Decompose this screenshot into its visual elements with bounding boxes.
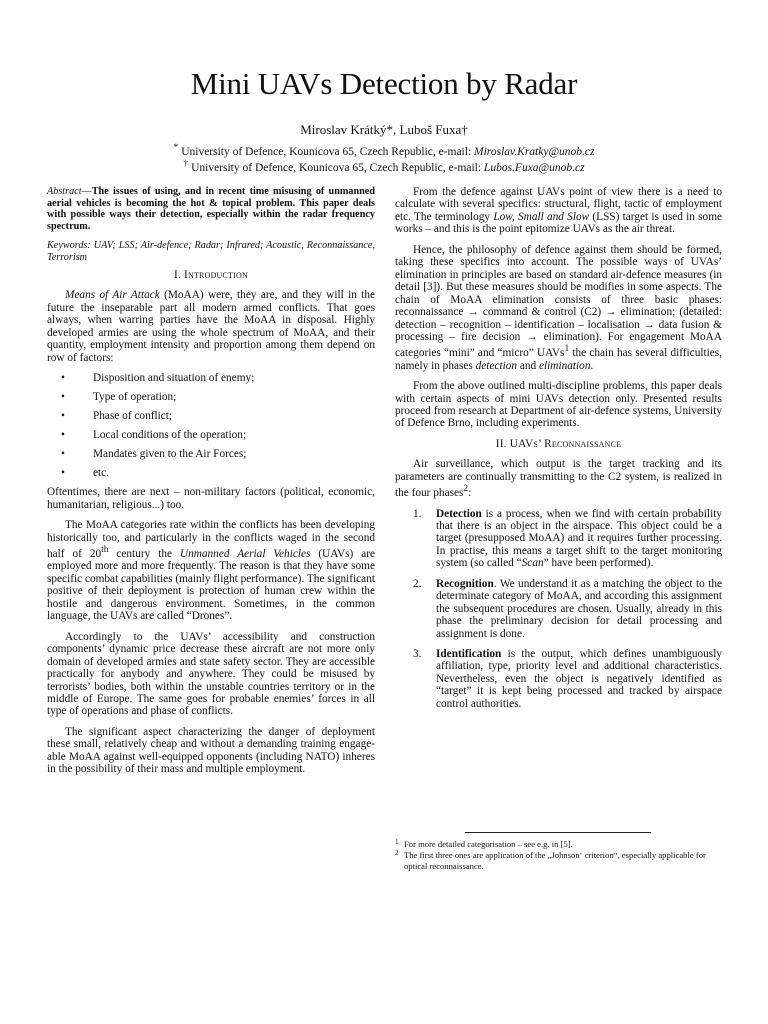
emphasis: Scan bbox=[521, 557, 544, 570]
paragraph: The significant aspect characterizing the danger of deployment these small, relatively cheap and without a demanding training engage-able MoAA against well-equipped opponents (including NATO) inheres in the possibility of their mass and multiple employment. bbox=[47, 725, 375, 776]
list-item: • Phase of conflict; bbox=[47, 410, 375, 422]
list-number: 3. bbox=[413, 648, 422, 661]
footnote-text: The first three ones are application of the „Johnson‘ criterion“, especially applicable for optical reconnaissance. bbox=[404, 850, 706, 871]
footnote-mark: 2 bbox=[395, 849, 399, 857]
paragraph-text: century the bbox=[108, 548, 180, 561]
list-item bbox=[395, 648, 722, 710]
paragraph-text: Hence, the philosophy of defence against them should be formed, taking these specifics into account. The possible ways of UVAs’ elimination in principles are based on standard air-defence measures (in detail [3]). But these measures should be modifies in some aspects. The chain of MoAA elimination consists of three basic phases: reconnaissance → command & control (C2) → elimination; (detailed: detection – recognition – identification – localisation → data fusion & processing – fire decision → elimination). For engagement MoAA categories “mini” and “micro” UAVs bbox=[395, 243, 722, 360]
abstract-label: Abstract bbox=[47, 186, 82, 197]
list-item: • Mandates given to the Air Forces; bbox=[47, 448, 375, 460]
affiliation-text: University of Defence, Kounicova 65, Czech Republic, e-mail: bbox=[188, 161, 484, 174]
abstract-text: The issues of using, and in recent time misusing of unmanned aerial vehicles is becoming the hot & topical problem. This paper deals with possible ways their detection, especially within the radar frequency spectrum. bbox=[47, 186, 375, 232]
phase-list bbox=[395, 508, 722, 711]
footnote-2 bbox=[395, 850, 725, 872]
footnote-text: For more detailed categorisation – see e.g. in [5]. bbox=[404, 839, 573, 849]
affiliation-2 bbox=[0, 157, 768, 175]
factor-list bbox=[47, 372, 375, 480]
phase-term: Recognition bbox=[436, 577, 494, 590]
list-text: is the output, which defines unambiguously affiliation, type, priority level and additional characteristics. Nevertheless, even the object is negatively identified as “target” it is kept being processed and tracked by airspace control authorities. bbox=[436, 648, 722, 710]
left-column bbox=[47, 186, 375, 784]
list-item: • Local conditions of the operation; bbox=[47, 429, 375, 441]
abstract-dash: — bbox=[81, 186, 92, 197]
list-item: • etc. bbox=[47, 467, 375, 479]
right-column bbox=[395, 186, 722, 718]
paragraph-text: (UAVs) are employed more and more frequently. The reason is that they have some specific combat capabilities (mainly flight performance). The significant positive of their deployment is protection of human crew within the hostile and dangerous environment. Sometimes, in the common language, the UAVs are called “Drones”. bbox=[47, 548, 375, 623]
author-line: Miroslav Krátký*, Luboš Fuxa† bbox=[300, 122, 468, 137]
emphasis: Means of Air Attack bbox=[65, 289, 160, 302]
paragraph bbox=[47, 289, 375, 364]
footnote-ref[interactable]: 2 bbox=[463, 484, 469, 495]
paragraph-text: : bbox=[468, 487, 472, 500]
paragraph-text: From the defence against UAVs point of view there is a need to calculate with several specifics: structural, flight, tactic of employment etc. The terminology bbox=[395, 186, 722, 223]
paragraph bbox=[395, 244, 722, 372]
author-email[interactable]: Lubos.Fuxa@unob.cz bbox=[483, 161, 585, 174]
footnote-divider bbox=[465, 832, 651, 833]
paragraph-text: The MoAA categories rate within the conflicts has been developing historically too, and particularly in the conflicts waged in the second half of 20 bbox=[47, 519, 375, 561]
list-text: ” have been performed). bbox=[543, 557, 654, 570]
phase-term: Detection bbox=[436, 507, 482, 520]
paragraph: From the above outlined multi-discipline problems, this paper deals with certain aspects of mini UAVs detection only. Presented results proceed from research at Department of air-defence systems, University of Defence Brno, including experiments. bbox=[395, 380, 722, 430]
list-number: 2. bbox=[413, 577, 422, 590]
list-item: • Disposition and situation of enemy; bbox=[47, 372, 375, 384]
phase-term: Identification bbox=[436, 648, 502, 661]
paragraph-text: and bbox=[517, 359, 540, 372]
list-text: is a process, when we find with certain probability that there is an object in the airspace. This object could be a target (presupposed MoAA) and it requires further processing. In practise, this means a target shift to the target monitoring system (so called “ bbox=[436, 507, 722, 570]
section-heading-introduction: I. Introduction bbox=[174, 269, 248, 281]
emphasis: Unmanned Aerial Vehicles bbox=[179, 548, 311, 561]
paragraph-text: Air surveillance, which output is the target tracking and its parameters are continually transmitting to the C2 system, is realized in the four phases bbox=[395, 458, 722, 500]
paragraph-text: the chain has several difficulties, namely in phases bbox=[395, 347, 722, 372]
author-email[interactable]: Miroslav.Kratky@unob.cz bbox=[474, 145, 595, 158]
paragraph bbox=[395, 186, 722, 236]
list-item bbox=[395, 508, 722, 570]
paragraph-text: (LSS) target is used in some works – and this is the point epitomize UAVs as the air threat. bbox=[395, 210, 723, 236]
list-text: . We understand it as a matching the object to the determinate category of MoAA, and according this assignment the subsequent procedures are chosen. Usually, already in this phase the preliminary decision for detail processing and assignment is done. bbox=[436, 577, 722, 640]
superscript: th bbox=[101, 545, 109, 556]
paragraph: Oftentimes, there are next – non-military factors (political, economic, humanitarian, religious...) too. bbox=[47, 486, 375, 511]
list-item: • Type of operation; bbox=[47, 391, 375, 403]
abstract bbox=[47, 186, 375, 232]
emphasis: elimination bbox=[539, 359, 591, 372]
paper-title: Mini UAVs Detection by Radar bbox=[190, 66, 578, 101]
list-item bbox=[395, 578, 722, 640]
footnotes bbox=[395, 839, 725, 872]
affiliation-text: University of Defence, Kounicova 65, Czech Republic, e-mail: bbox=[178, 145, 475, 158]
emphasis: Low, Small and Slow bbox=[493, 210, 590, 223]
affiliation-mark: * bbox=[173, 142, 179, 153]
footnote-1 bbox=[395, 839, 725, 850]
paragraph bbox=[47, 519, 375, 622]
emphasis: detection bbox=[475, 359, 518, 372]
keywords: Keywords: UAV; LSS; Air-defence; Radar; Infrared; Acoustic, Reconnaissance, Terrorism bbox=[47, 240, 375, 263]
footnote-mark: 1 bbox=[395, 838, 399, 846]
list-number: 1. bbox=[413, 507, 422, 520]
paragraph bbox=[395, 458, 722, 499]
paragraph-text: (MoAA) were, they are, and they will in the future the inseparable part all modern armed conflicts. That goes always, when warring parties have the MoAA in disposal. Highly developed armies are using the whole spectrum of MoAA, and their quantity, employment intensity and proportion among them depend on row of factors: bbox=[47, 289, 375, 364]
affiliation-mark: † bbox=[183, 158, 189, 169]
paragraph-text: . bbox=[590, 359, 594, 372]
paragraph: Accordingly to the UAVs’ accessibility and construction components’ dynamic price decrease these aircraft are not more only domain of developed armies and state safety sector. They are accessible practically for anybody and anywhere. They could be misused by terrorists’ bodies, both within the unstable countries territory or in the middle of Europe. The same goes for probable enemies’ forces in all type of operations and phase of conflicts. bbox=[47, 630, 375, 718]
footnote-ref[interactable]: 1 bbox=[564, 344, 570, 355]
section-heading-reconnaissance: II. UAVs’ Reconnaissance bbox=[495, 437, 622, 450]
